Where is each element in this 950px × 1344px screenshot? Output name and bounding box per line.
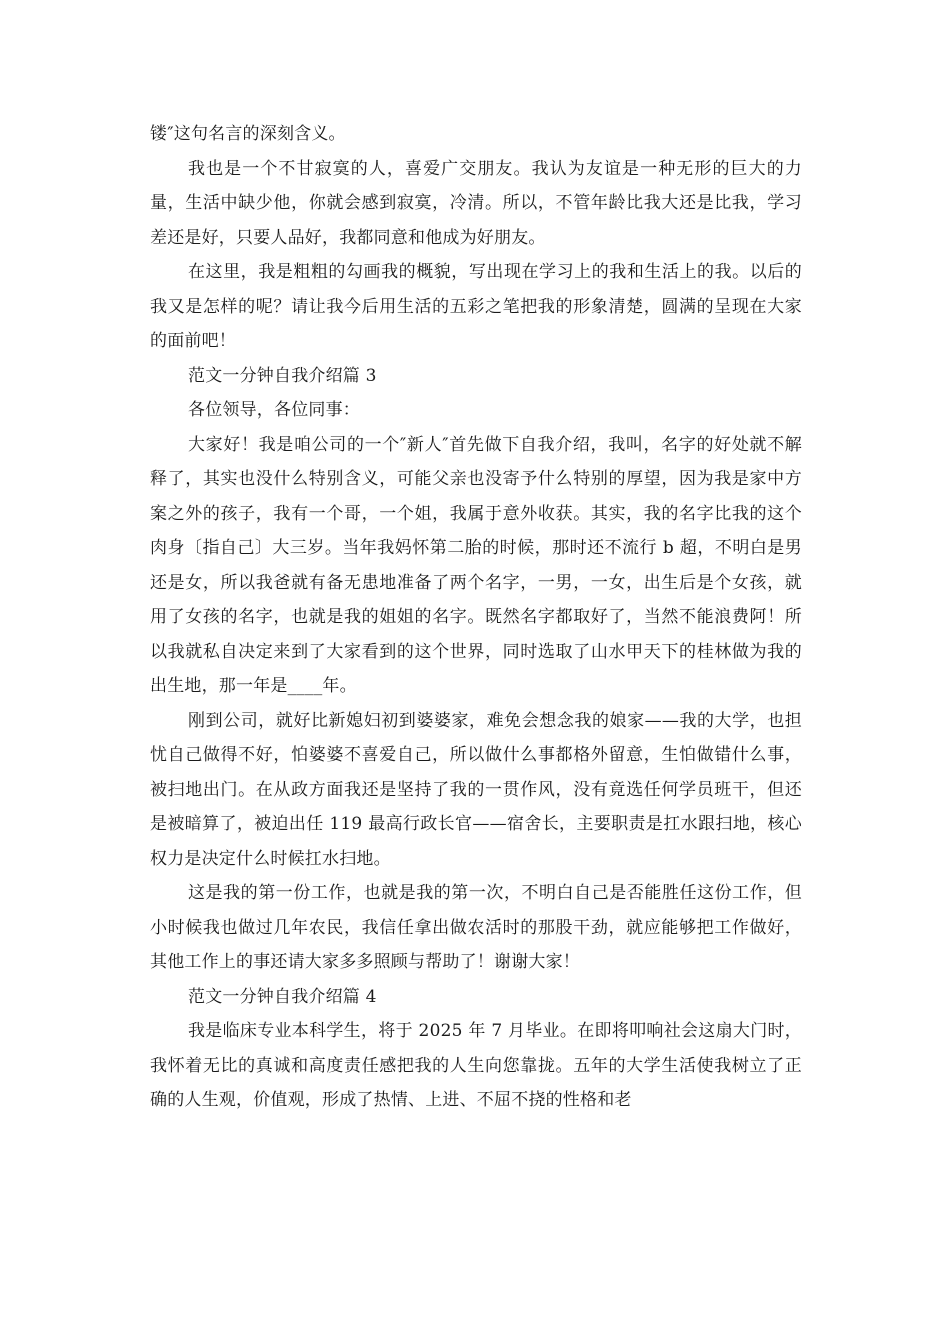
salutation: 各位领导，各位同事： (188, 400, 360, 420)
body-paragraph: 刚到公司，就好比新媳妇初到婆婆家，难免会想念我的娘家——我的大学，也担忧自己做得不好，怕婆婆不喜爱自己，所以做什么事都格外留意，生怕做错什么事，被扫地出门。在从政方面我还是坚持了我的一贯作风，没有竟选任何学员班干，但还是被暗算了，被迫出任 119 最高行政长官——宿舍长，主要职责是扛水跟扫地，核心权力是决定什么时候扛水扫地。 (150, 710, 802, 869)
body-paragraph: 在这里，我是粗粗的勾画我的概貌，写出现在学习上的我和生活上的我。以后的我又是怎样的呢？请让我今后用生活的五彩之笔把我的形象清楚，圆满的呈现在大家的面前吧！ (150, 262, 802, 351)
body-paragraph: 这是我的第一份工作，也就是我的第一次，不明白自己是否能胜任这份工作，但小时候我也做过几年农民，我信任拿出做农活时的那股干劲，就应能够把工作做好，其他工作上的事还请大家多多照顾与帮助了！谢谢大家！ (150, 883, 802, 972)
section-heading: 范文一分钟自我介绍篇 3 (188, 365, 377, 386)
continuation-paragraph: 镂″这句名言的深刻含义。 (150, 124, 346, 144)
body-paragraph: 我是临床专业本科学生，将于 2025 年 7 月毕业。在即将叩响社会这扇大门时，我怀着无比的真诚和高度责任感把我的人生向您靠拢。五年的大学生活使我树立了正确的人生观，价值观，形成了热情、上进、不屈不挠的性格和老 (150, 1021, 802, 1110)
body-paragraph: 我也是一个不甘寂寞的人，喜爱广交朋友。我认为友谊是一种无形的巨大的力量，生活中缺少他，你就会感到寂寞，冷清。所以，不管年龄比我大还是比我，学习差还是好，只要人品好，我都同意和他成为好朋友。 (150, 158, 802, 248)
document-page (150, 117, 802, 1118)
body-paragraph: 大家好！我是咱公司的一个″新人″首先做下自我介绍，我叫，名字的好处就不解释了，其实也没什么特别含义，可能父亲也没寄予什么特别的厚望，因为我是家中方案之外的孩子，我有一个哥，一个姐，我属于意外收获。其实，我的名字比我的这个肉身〔指自己〕大三岁。当年我妈怀第二胎的时候，那时还不流行 b 超，不明白是男还是女，所以我爸就有备无患地准备了两个名字，一男，一女，出生后是个女孩，就用了女孩的名字，也就是我的姐姐的名字。既然名字都取好了，当然不能浪费阿！所以我就私自决定来到了大家看到的这个世界，同时选取了山水甲天下的桂林做为我的出生地，那一年是____年。 (150, 434, 802, 696)
section-heading: 范文一分钟自我介绍篇 4 (188, 986, 377, 1007)
